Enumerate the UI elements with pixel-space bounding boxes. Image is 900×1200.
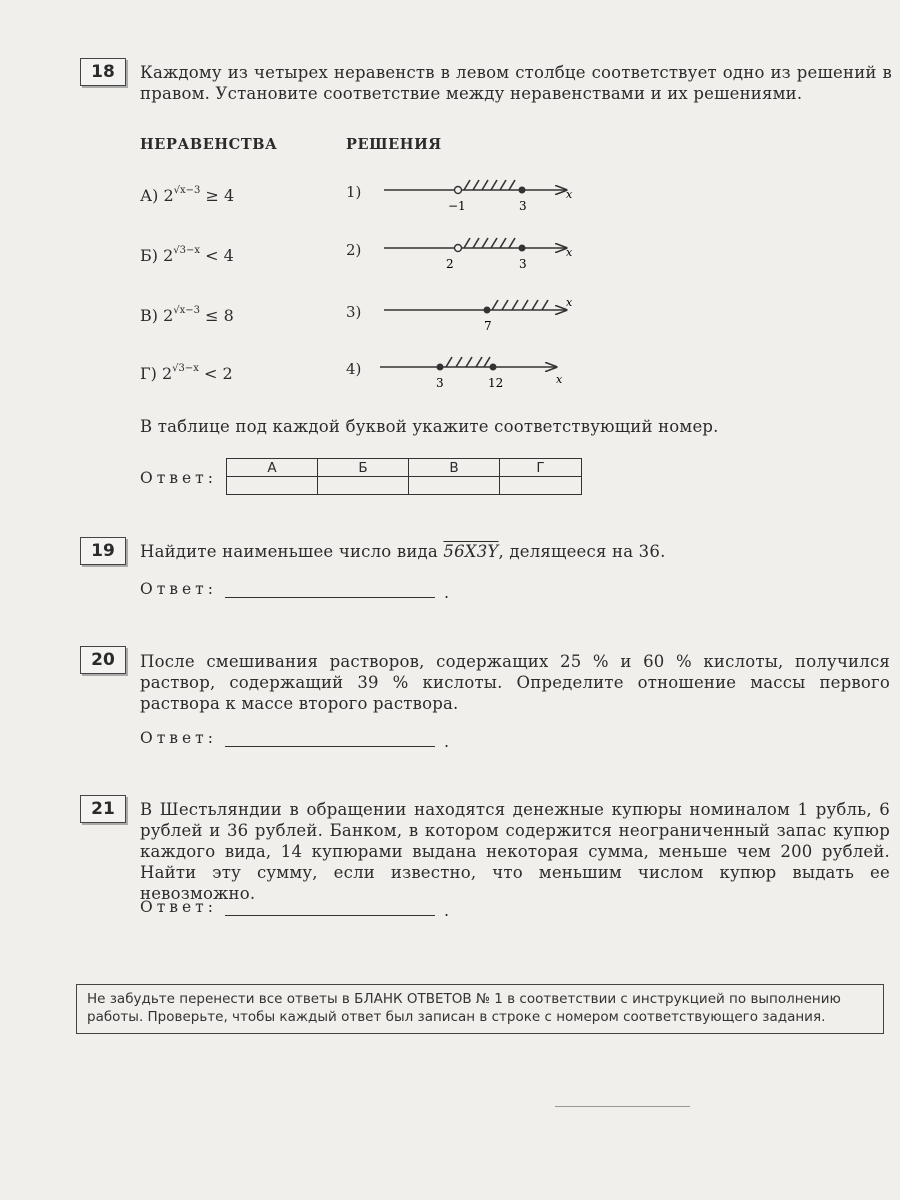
answer-table-header-a: А [227, 459, 318, 477]
answer-cell-g[interactable] [500, 477, 582, 495]
answer-dot-20: . [444, 732, 450, 751]
question-18-instruction: В таблице под каждой буквой укажите соответствующий номер. [140, 417, 719, 436]
question-number-18: 18 [80, 58, 126, 86]
answer-table-header-v: В [408, 459, 499, 477]
solution-label-2: 2) [346, 241, 362, 259]
inequality-b [140, 246, 234, 265]
answer-label-20: Ответ: [140, 729, 217, 747]
answer-table-18 [226, 458, 582, 495]
inequality-base: 2 [163, 306, 174, 325]
open-point [455, 245, 462, 252]
answer-label-18: Ответ: [140, 469, 217, 487]
inequality-letter: А) [140, 186, 159, 205]
solution-label-1: 1) [346, 183, 362, 201]
divider [555, 1106, 690, 1107]
inequality-a [140, 186, 234, 205]
number-lines [370, 170, 590, 400]
closed-point [437, 364, 444, 371]
solution-label-4: 4) [346, 360, 362, 378]
question-number-19: 19 [80, 537, 126, 565]
axis-variable: x [566, 246, 573, 259]
answer-line-20[interactable] [225, 745, 435, 747]
inequality-g [140, 364, 233, 383]
question-19-text-before: Найдите наименьшее число вида [140, 542, 444, 561]
answer-label-21: Ответ: [140, 898, 217, 916]
answer-dot-19: . [444, 583, 450, 602]
closed-point [484, 307, 491, 314]
inequality-relation: ≤ 8 [205, 306, 234, 325]
inequality-exponent: √3−x [172, 362, 199, 374]
closed-point [490, 364, 497, 371]
footer-notice: Не забудьте перенести все ответы в БЛАНК ОТВЕТОВ № 1 в соответствии с инструкцией по выполнению работы. Проверьте, чтобы каждый ответ был записан в строке с номером соответствующего задания. [76, 984, 884, 1034]
inequality-base: 2 [161, 364, 173, 383]
tick-label: 7 [484, 319, 492, 333]
number-line-1 [384, 180, 573, 213]
inequality-letter: Б) [140, 246, 158, 265]
tick-label: 3 [519, 257, 527, 271]
answer-line-19[interactable] [225, 596, 435, 598]
number-line-3 [384, 296, 573, 333]
answer-table-header-b: Б [317, 459, 408, 477]
inequality-base: 2 [163, 246, 174, 265]
number-line-4 [380, 357, 563, 390]
answer-dot-21: . [444, 901, 450, 920]
solutions-heading: РЕШЕНИЯ [346, 136, 442, 153]
open-point [455, 187, 462, 194]
question-19-text [140, 541, 880, 562]
inequality-v [140, 306, 234, 325]
question-number-21: 21 [80, 795, 126, 823]
answer-cell-a[interactable] [227, 477, 318, 495]
inequalities-heading: НЕРАВЕНСТВА [140, 136, 278, 153]
number-pattern: 56X3Y [443, 542, 499, 561]
tick-label: −1 [448, 199, 466, 213]
axis-variable: x [566, 188, 573, 201]
tick-label: 3 [519, 199, 527, 213]
number-line-2 [384, 238, 573, 271]
question-18-text: Каждому из четырех неравенств в левом столбце соответствует одно из решений в правом. Установите соответствие между неравенствами и их решениями. [140, 63, 892, 103]
inequality-base: 2 [163, 186, 174, 205]
answer-label-19: Ответ: [140, 580, 217, 598]
closed-point [519, 245, 526, 252]
question-number-20: 20 [80, 646, 126, 674]
tick-label: 3 [436, 376, 444, 390]
inequality-letter: В) [140, 306, 158, 325]
answer-table-header-g: Г [500, 459, 582, 477]
tick-label: 2 [446, 257, 454, 271]
inequality-exponent: √x−3 [173, 184, 201, 196]
question-20-text: После смешивания растворов, содержащих 25 % и 60 % кислоты, получился раствор, содержащий 39 % кислоты. Определите отношение массы первого раствора к массе второго раствора. [140, 652, 890, 713]
question-19-text-after: , делящееся на 36. [498, 542, 666, 561]
tick-label: 12 [488, 376, 504, 390]
answer-line-21[interactable] [225, 914, 435, 916]
inequality-exponent: √3−x [173, 244, 201, 256]
inequality-letter: Г) [140, 364, 157, 383]
closed-point [519, 187, 526, 194]
inequality-relation: < 4 [205, 246, 234, 265]
axis-variable: x [566, 296, 573, 309]
axis-variable: x [556, 373, 563, 386]
inequality-relation: ≥ 4 [205, 186, 235, 205]
inequality-relation: < 2 [203, 364, 233, 383]
answer-cell-v[interactable] [408, 477, 499, 495]
solution-label-3: 3) [346, 303, 362, 321]
answer-cell-b[interactable] [317, 477, 408, 495]
question-21-text: В Шестьляндии в обращении находятся денежные купюры номиналом 1 рубль, 6 рублей и 36 рублей. Банком, в котором содержится неограниченный запас купюр каждого вида, 14 купюрами выдана некоторая сумма, меньше чем 200 рублей. Найти эту сумму, если известно, что меньшим числом купюр выдать ее невозможно. [140, 800, 890, 903]
inequality-exponent: √x−3 [173, 304, 201, 316]
